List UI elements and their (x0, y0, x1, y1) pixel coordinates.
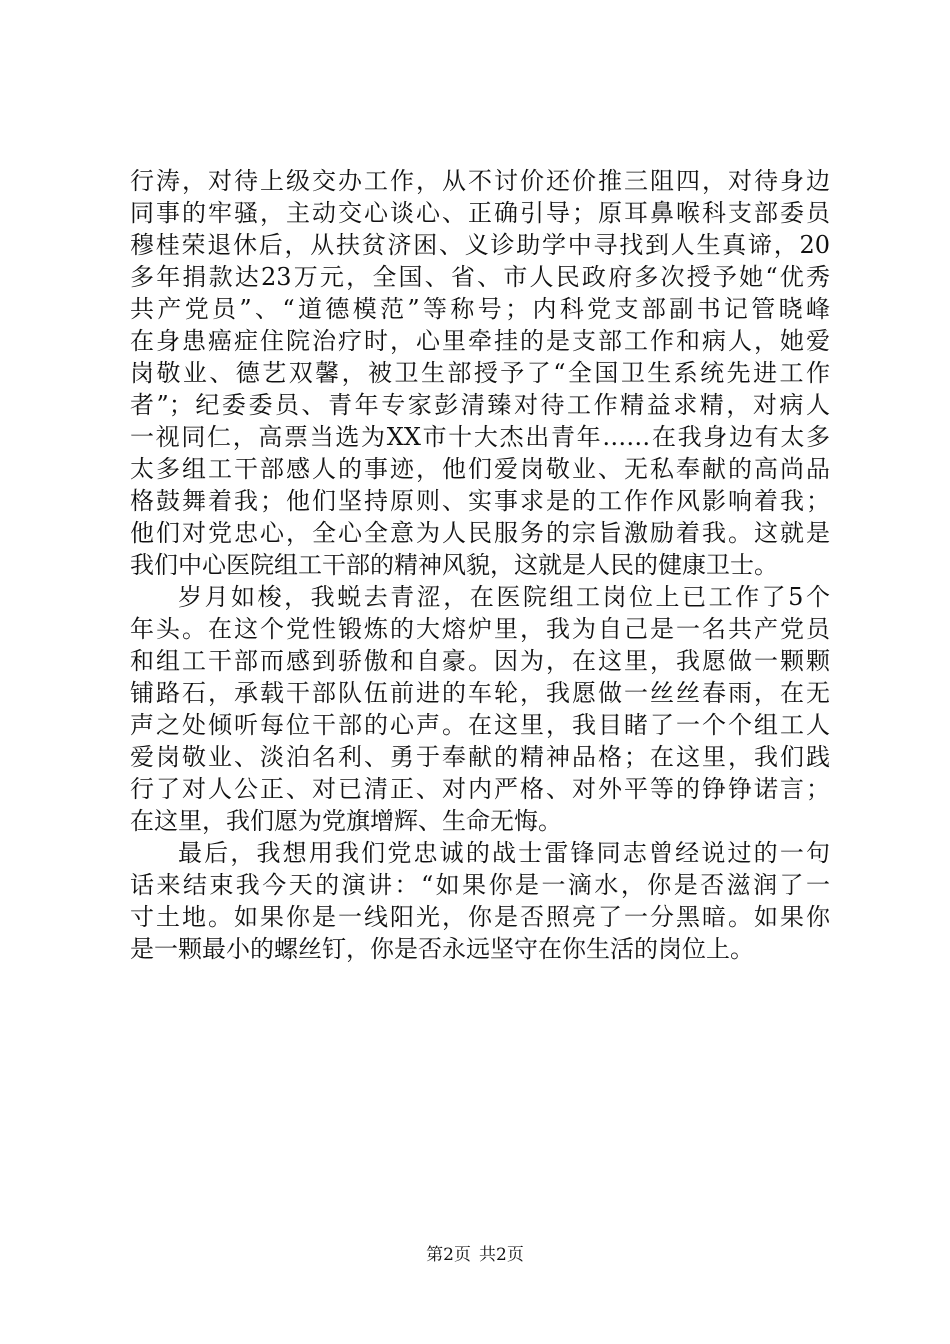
paragraph-first-line: 最后，我想用我们党忠诚的战士雷锋同志曾经说过的一句 (178, 839, 830, 867)
text-line: 我们中心医院组工干部的精神风貌，这就是人民的健康卫士。 (130, 551, 778, 579)
text-line: 铺路石，承载干部队伍前进的车轮，我愿做一丝丝春雨，在无 (130, 679, 830, 707)
text-line: 太多组工干部感人的事迹，他们爱岗敬业、无私奉献的高尚品 (130, 455, 830, 483)
text-line: 话来结束我今天的演讲：“如果你是一滴水，你是否滋润了一 (130, 871, 830, 899)
text-line: 和组工干部而感到骄傲和自豪。因为，在这里，我愿做一颗颗 (130, 647, 830, 675)
text-line: 爱岗敬业、淡泊名利、勇于奉献的精神品格；在这里，我们践 (130, 743, 830, 771)
text-line: 者”；纪委委员、青年专家彭清臻对待工作精益求精，对病人 (130, 391, 830, 419)
text-line: 多年捐款达23万元，全国、省、市人民政府多次授予她“优秀 (130, 263, 830, 291)
text-line: 格鼓舞着我；他们坚持原则、实事求是的工作作风影响着我； (130, 487, 830, 515)
text-line: 在身患癌症住院治疗时，心里牵挂的是支部工作和病人，她爱 (130, 327, 830, 355)
text-line: 行涛，对待上级交办工作，从不讨价还价推三阻四，对待身边 (130, 167, 830, 195)
text-line: 寸土地。如果你是一线阳光，你是否照亮了一分黑暗。如果你 (130, 903, 830, 931)
text-line: 同事的牢骚，主动交心谈心、正确引导；原耳鼻喉科支部委员 (130, 199, 830, 227)
text-line: 行了对人公正、对已清正、对内严格、对外平等的铮铮诺言； (130, 775, 830, 803)
text-line: 穆桂荣退休后，从扶贫济困、义诊助学中寻找到人生真谛，20 (130, 231, 830, 259)
text-line: 他们对党忠心，全心全意为人民服务的宗旨激励着我。这就是 (130, 519, 830, 547)
page-number: 第2页 (426, 1245, 471, 1265)
text-line: 是一颗最小的螺丝钉，你是否永远坚守在你生活的岗位上。 (130, 935, 754, 963)
text-line: 年头。在这个党性锻炼的大熔炉里，我为自己是一名共产党员 (130, 615, 830, 643)
page-total: 共2页 (479, 1245, 524, 1265)
text-line: 共产党员”、“道德模范”等称号；内科党支部副书记管晓峰 (130, 295, 830, 323)
paragraph-first-line: 岁月如梭，我蜕去青涩，在医院组工岗位上已工作了5个 (178, 583, 830, 611)
text-line: 一视同仁，高票当选为XX市十大杰出青年……在我身边有太多 (130, 423, 830, 451)
page-footer (0, 1243, 950, 1267)
text-line: 岗敬业、德艺双馨，被卫生部授予了“全国卫生系统先进工作 (130, 359, 830, 387)
body-text (130, 165, 830, 965)
text-line: 在这里，我们愿为党旗增辉、生命无悔。 (130, 807, 562, 835)
text-line: 声之处倾听每位干部的心声。在这里，我目睹了一个个组工人 (130, 711, 830, 739)
